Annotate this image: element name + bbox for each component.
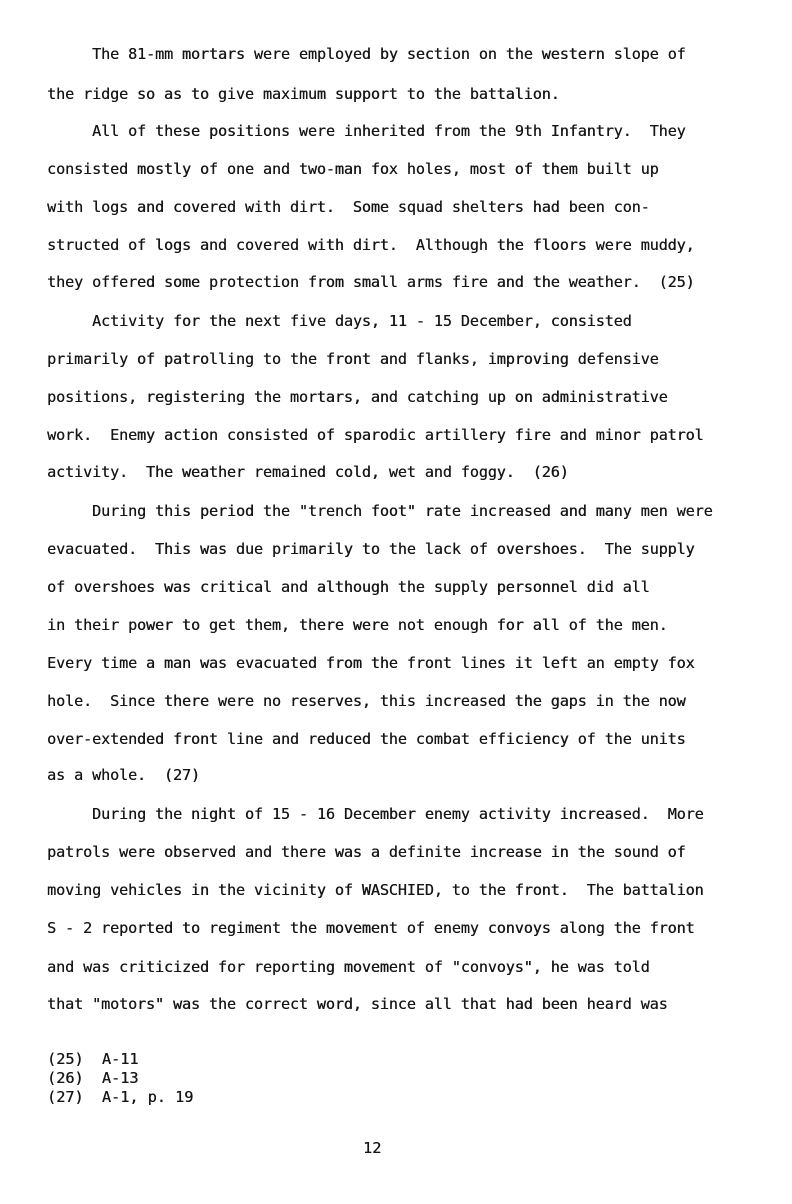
body-line: During the night of 15 - 16 December enemy activity increased. More	[92, 805, 704, 823]
body-line: they offered some protection from small arms fire and the weather. (25)	[47, 273, 695, 291]
body-line: patrols were observed and there was a definite increase in the sound of	[47, 843, 686, 861]
body-line: moving vehicles in the vicinity of WASCHIED, to the front. The battalion	[47, 881, 704, 899]
body-line: of overshoes was critical and although the supply personnel did all	[47, 578, 650, 596]
body-line: work. Enemy action consisted of sparodic artillery fire and minor patrol	[47, 426, 704, 444]
body-line: over-extended front line and reduced the combat efficiency of the units	[47, 730, 686, 748]
body-line: S - 2 reported to regiment the movement of enemy convoys along the front	[47, 919, 695, 937]
body-line: in their power to get them, there were not enough for all of the men.	[47, 616, 668, 634]
body-line: and was criticized for reporting movement of "convoys", he was told	[47, 958, 650, 976]
body-line: as a whole. (27)	[47, 766, 200, 784]
body-line: structed of logs and covered with dirt. Although the floors were muddy,	[47, 236, 695, 254]
page-number: 12	[363, 1139, 382, 1157]
body-line: Activity for the next five days, 11 - 15 December, consisted	[92, 312, 632, 330]
footnote: (26) A-13	[47, 1069, 139, 1087]
body-line: with logs and covered with dirt. Some squad shelters had been con-	[47, 198, 650, 216]
footnote: (27) A-1, p. 19	[47, 1088, 194, 1106]
body-line: Every time a man was evacuated from the front lines it left an empty fox	[47, 654, 695, 672]
body-line: that "motors" was the correct word, since all that had been heard was	[47, 995, 668, 1013]
body-line: consisted mostly of one and two-man fox holes, most of them built up	[47, 160, 659, 178]
body-line: During this period the "trench foot" rate increased and many men were	[92, 502, 713, 520]
body-line: All of these positions were inherited from the 9th Infantry. They	[92, 122, 686, 140]
footnote: (25) A-11	[47, 1050, 139, 1068]
body-line: the ridge so as to give maximum support to the battalion.	[47, 85, 560, 103]
body-line: hole. Since there were no reserves, this increased the gaps in the now	[47, 692, 686, 710]
body-line: activity. The weather remained cold, wet and foggy. (26)	[47, 463, 569, 481]
body-line: The 81-mm mortars were employed by section on the western slope of	[92, 45, 686, 63]
body-line: evacuated. This was due primarily to the lack of overshoes. The supply	[47, 540, 695, 558]
body-line: primarily of patrolling to the front and flanks, improving defensive	[47, 350, 659, 368]
body-line: positions, registering the mortars, and catching up on administrative	[47, 388, 668, 406]
